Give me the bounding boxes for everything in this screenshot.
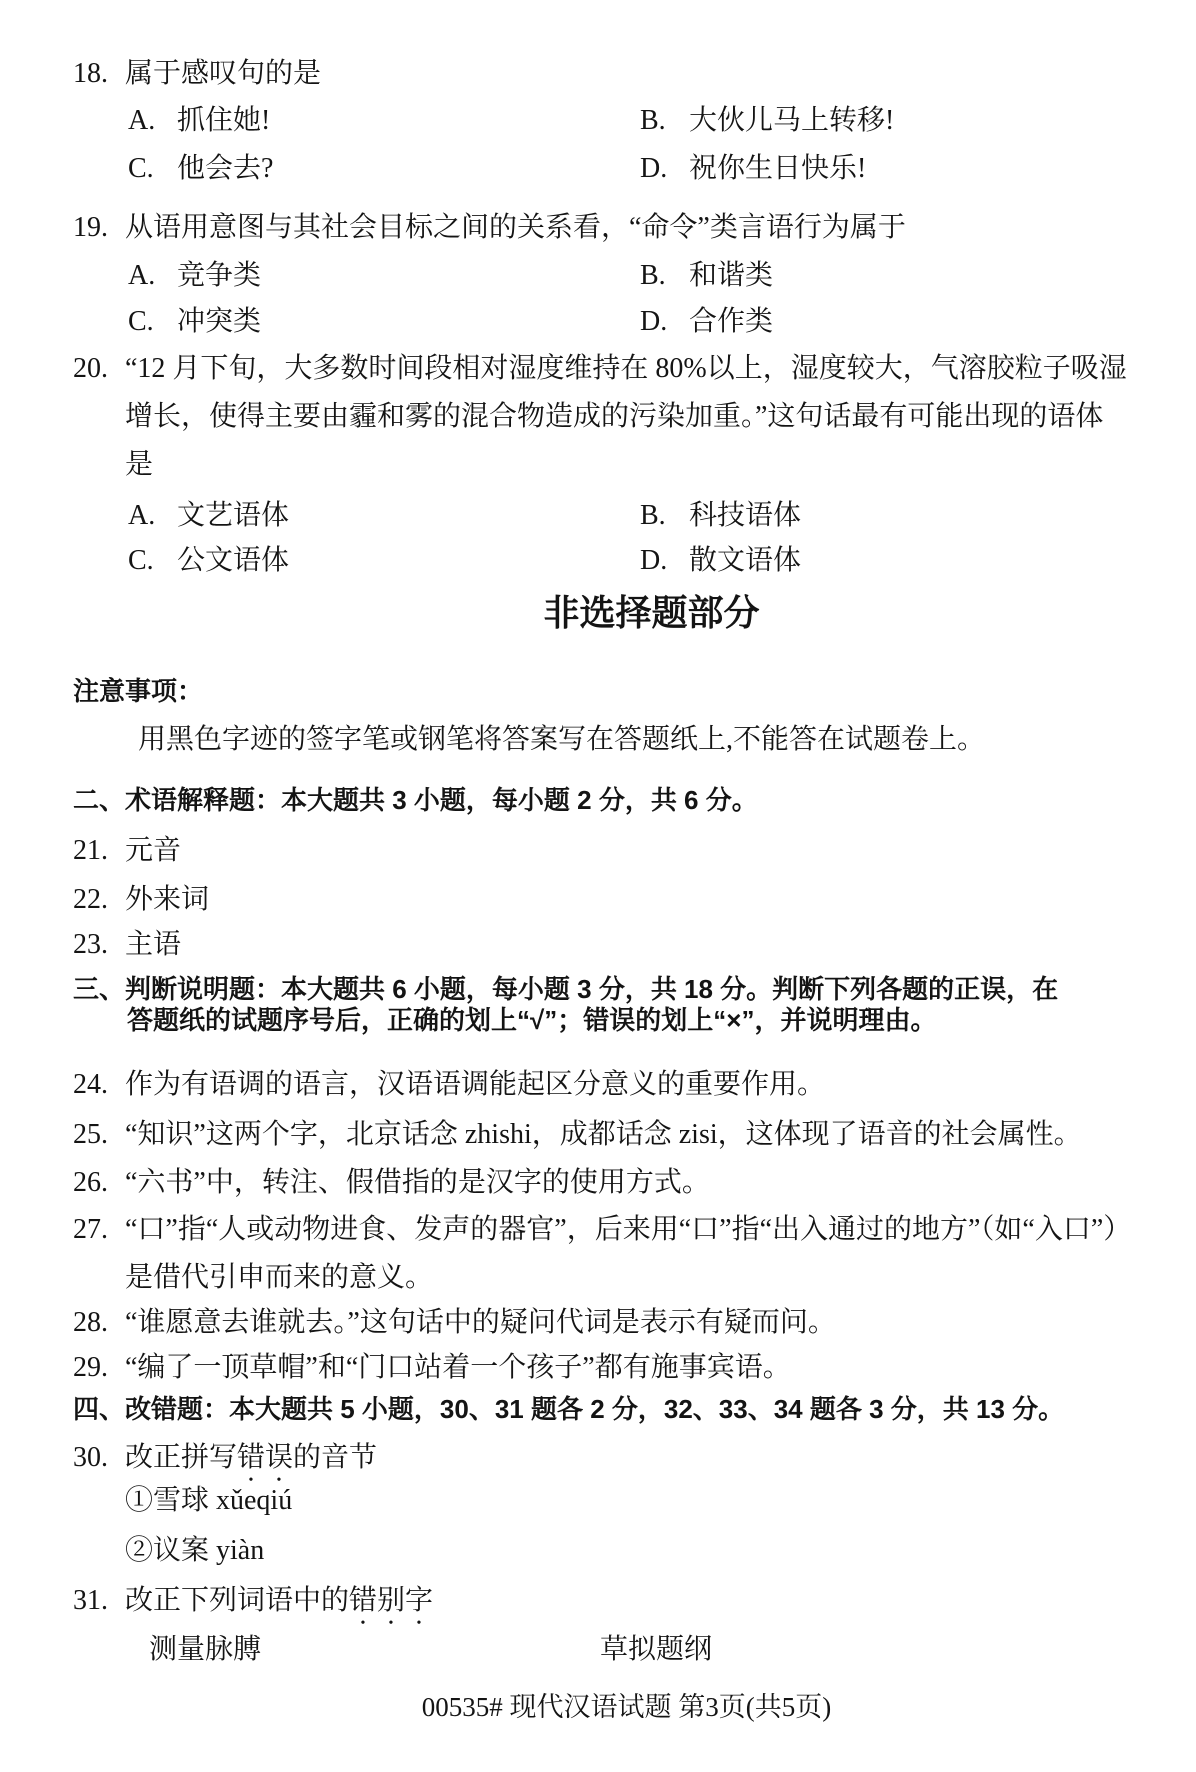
option-label: D. <box>640 153 668 184</box>
option-c <box>128 537 640 584</box>
option-text: 合作类 <box>689 306 774 337</box>
question-number: 18. <box>73 58 108 89</box>
stem-line: “12 月下旬，大多数时间段相对湿度维持在 80%以上，湿度较大，气溶胶粒子吸湿 <box>125 353 1127 384</box>
option-b <box>640 252 1152 299</box>
section-3-heading <box>73 974 1156 1036</box>
option-a <box>128 492 640 539</box>
question-27 <box>73 1206 1156 1302</box>
option-text: 祝你生日快乐! <box>689 153 867 184</box>
question-18 <box>73 50 1156 97</box>
question-23 <box>73 921 1156 968</box>
stem-line: 是 <box>125 449 154 480</box>
question-stem <box>125 1206 1156 1302</box>
question-stem: “编了一顶草帽”和“门口站着一个孩子”都有施事宾语。 <box>125 1352 791 1383</box>
question-24 <box>73 1061 1156 1108</box>
question-stem: “六书”中，转注、假借指的是汉字的使用方式。 <box>125 1167 710 1198</box>
option-text: 和谐类 <box>689 260 774 291</box>
question-number: 30. <box>73 1442 108 1473</box>
question-number: 23. <box>73 929 108 960</box>
option-text: 竞争类 <box>177 260 262 291</box>
question-stem: 属于感叹句的是 <box>125 58 322 89</box>
option-label: A. <box>128 500 156 531</box>
question-number: 20. <box>73 353 108 384</box>
stem-emphasized-text: 错误 <box>237 1442 294 1473</box>
option-b <box>640 97 1152 144</box>
heading-line: 答题纸的试题序号后，正确的划上“√”；错误的划上“×”，并说明理由。 <box>127 1005 937 1035</box>
question-stem: 作为有语调的语言，汉语语调能起区分意义的重要作用。 <box>125 1069 826 1100</box>
question-stem: 外来词 <box>125 884 210 915</box>
page-footer: 00535# 现代汉语试题 第3页(共5页) <box>421 1692 832 1722</box>
question-21 <box>73 827 1156 874</box>
question-number: 24. <box>73 1069 108 1100</box>
stem-text: 的音节 <box>293 1442 378 1473</box>
question-stem: “知识”这两个字，北京话念 zhishi，成都话念 zisi，这体现了语音的社会属性。 <box>125 1119 1082 1150</box>
question-number: 22. <box>73 884 108 915</box>
question-28 <box>73 1299 1156 1346</box>
question-29 <box>73 1344 1156 1391</box>
option-text: 大伙儿马上转移! <box>689 105 895 136</box>
option-label: A. <box>128 260 156 291</box>
option-b <box>640 492 1152 539</box>
question-31 <box>73 1577 1156 1631</box>
option-label: D. <box>640 545 668 576</box>
stem-emphasized-text: 错别字 <box>349 1585 434 1616</box>
option-text: 散文语体 <box>689 545 802 576</box>
question-stem: 从语用意图与其社会目标之间的关系看，“命令”类言语行为属于 <box>125 212 906 243</box>
option-label: C. <box>128 545 154 576</box>
option-text: 公文语体 <box>177 545 290 576</box>
notice-title: 注意事项： <box>73 676 204 706</box>
option-text: 文艺语体 <box>177 500 290 531</box>
question-stem: “谁愿意去谁就去。”这句话中的疑问代词是表示有疑而问。 <box>125 1307 836 1338</box>
stem-text: 改正下列词语中的 <box>125 1585 350 1616</box>
question-18-options-ab <box>73 97 1156 144</box>
stem-line: 增长，使得主要由霾和雾的混合物造成的污染加重。”这句话最有可能出现的语体 <box>125 401 1104 432</box>
stem-text: 改正拼写 <box>125 1442 238 1473</box>
section-4-heading: 四、改错题：本大题共 5 小题，30、31 题各 2 分，32、33、34 题各 3 分，共 13 分。 <box>73 1394 1065 1424</box>
question-20-options-ab <box>73 492 1156 539</box>
question-stem <box>125 345 1156 489</box>
question-number: 19. <box>73 212 108 243</box>
option-label: B. <box>640 500 666 531</box>
notice-body: 用黑色字迹的签字笔或钢笔将答案写在答题纸上,不能答在试题卷上。 <box>138 724 986 755</box>
question-30-item-1: ①雪球 xǔeqiú <box>125 1485 293 1516</box>
option-text: 抓住她! <box>177 105 271 136</box>
option-label: C. <box>128 153 154 184</box>
section-2-heading: 二、术语解释题：本大题共 3 小题，每小题 2 分，共 6 分。 <box>73 785 758 815</box>
stem-line: 是借代引申而来的意义。 <box>125 1262 434 1293</box>
option-label: A. <box>128 105 156 136</box>
question-number: 21. <box>73 835 108 866</box>
word-pair-left: 测量脉膊 <box>149 1634 262 1665</box>
option-text: 冲突类 <box>177 306 262 337</box>
question-number: 27. <box>73 1214 108 1245</box>
question-number: 25. <box>73 1119 108 1150</box>
question-26 <box>73 1159 1156 1206</box>
stem-line: “口”指“人或动物进食、发声的器官”，后来用“口”指“出入通过的地方”（如“入口”） <box>125 1214 1132 1245</box>
option-c <box>128 298 640 345</box>
question-19-options-ab <box>73 252 1156 299</box>
question-18-options-cd <box>73 145 1156 192</box>
question-31-word-pair <box>73 1626 1156 1673</box>
option-label: B. <box>640 260 666 291</box>
question-stem <box>125 1577 1156 1631</box>
page-section-title: 非选择题部分 <box>543 592 760 633</box>
option-c <box>128 145 640 192</box>
question-number: 29. <box>73 1352 108 1383</box>
option-a <box>128 252 640 299</box>
word-pair-right: 草拟题纲 <box>600 1634 713 1665</box>
option-text: 科技语体 <box>689 500 802 531</box>
question-number: 26. <box>73 1167 108 1198</box>
question-number: 28. <box>73 1307 108 1338</box>
question-25 <box>73 1111 1156 1158</box>
option-d <box>640 145 1152 192</box>
heading-line: 三、判断说明题：本大题共 6 小题，每小题 3 分，共 18 分。判断下列各题的正误，在 <box>73 974 1059 1004</box>
question-20-options-cd <box>73 537 1156 584</box>
option-d <box>640 537 1152 584</box>
question-19-options-cd <box>73 298 1156 345</box>
question-stem: 主语 <box>125 929 182 960</box>
question-number: 31. <box>73 1585 108 1616</box>
option-a <box>128 97 640 144</box>
question-30-item-2: ②议案 yiàn <box>125 1535 265 1566</box>
option-d <box>640 298 1152 345</box>
question-22 <box>73 876 1156 923</box>
option-label: D. <box>640 306 668 337</box>
question-20 <box>73 345 1156 489</box>
option-label: B. <box>640 105 666 136</box>
option-text: 他会去? <box>177 153 274 184</box>
option-label: C. <box>128 306 154 337</box>
question-stem: 元音 <box>125 835 182 866</box>
question-19 <box>73 204 1156 251</box>
